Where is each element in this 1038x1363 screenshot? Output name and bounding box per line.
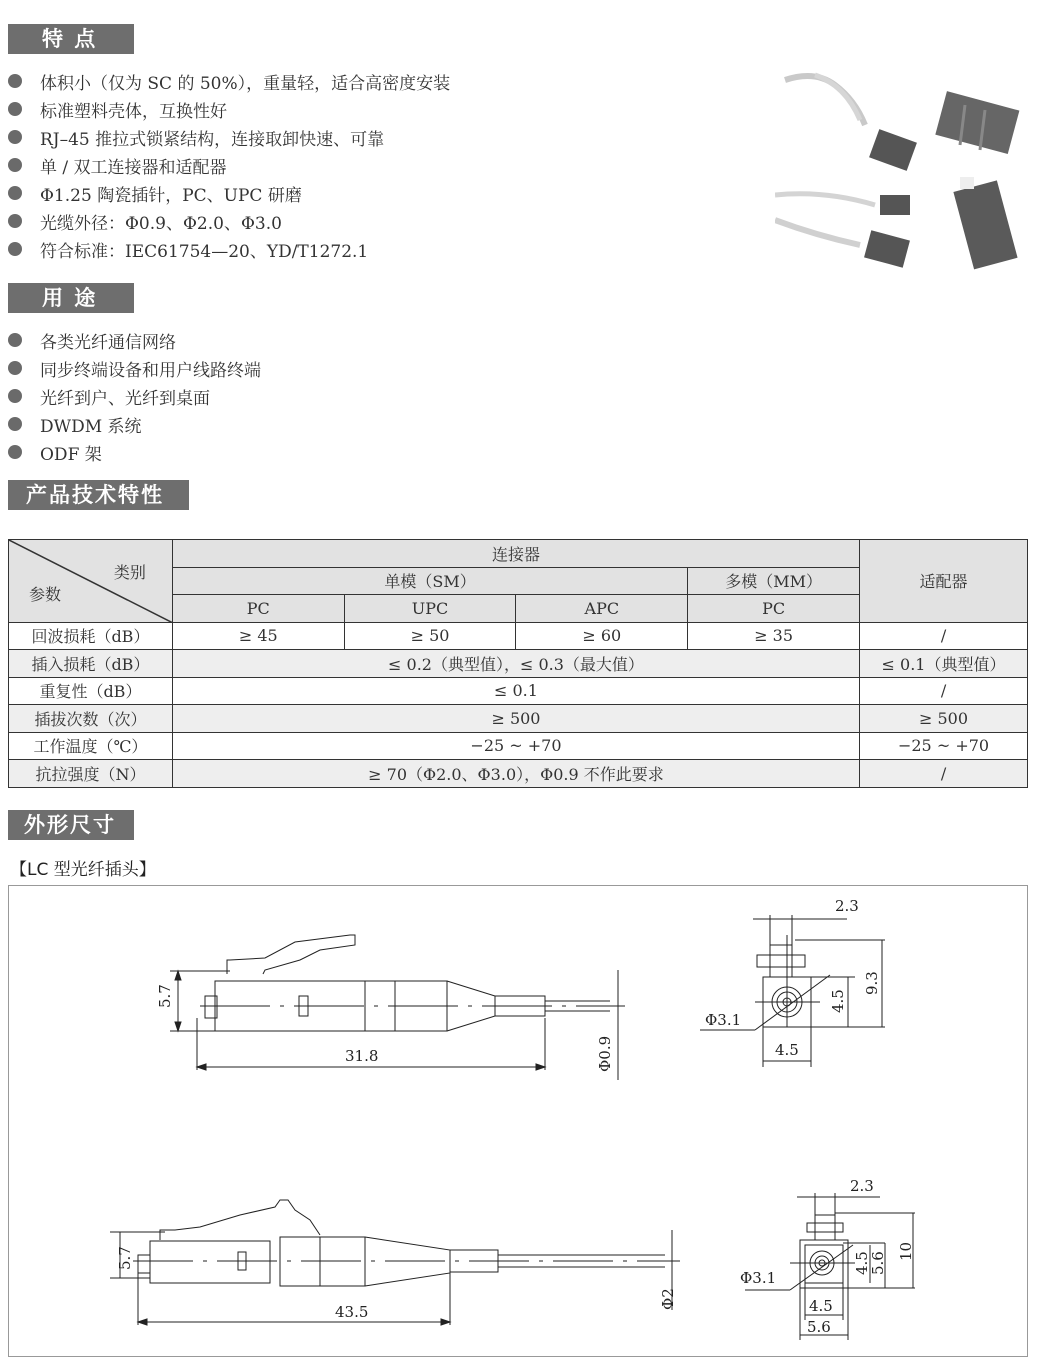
table-row: 重复性（dB） ≤ 0.1 / [9, 677, 1028, 705]
header-apc: APC [516, 595, 688, 623]
front-view-drawing-2 [735, 1175, 925, 1350]
bullet-icon [8, 445, 22, 459]
dim-ferrule-1: Φ3.1 [705, 1011, 742, 1029]
dim-body-height-1: 4.5 [829, 989, 847, 1013]
header-multi-mode: 多模（MM） [688, 567, 860, 595]
list-item: ODF 架 [8, 438, 261, 466]
list-item: 各类光纤通信网络 [8, 326, 261, 354]
applications-list [8, 326, 261, 466]
dim-inner-width-2: 4.5 [809, 1297, 833, 1315]
list-item: 体积小（仅为 SC 的 50%），重量轻，适合高密度安装 [8, 67, 450, 95]
dim-body-height-2: 5.6 [869, 1251, 887, 1275]
dim-top-width-1: 2.3 [835, 897, 859, 915]
bullet-icon [8, 130, 22, 144]
side-view-drawing-1 [140, 930, 640, 1090]
header-mm-pc: PC [688, 595, 860, 623]
bullet-icon [8, 158, 22, 172]
table-row: 抗拉强度（N） ≥ 70（Φ2.0、Φ3.0），Φ0.9 不作此要求 / [9, 760, 1028, 788]
dim-total-height-1: 9.3 [863, 971, 881, 995]
dim-ferrule-2: Φ3.1 [740, 1269, 777, 1287]
dim-cable-1: Φ0.9 [596, 1035, 614, 1072]
dim-top-width-2: 2.3 [850, 1177, 874, 1195]
table-row: 回波损耗（dB） ≥ 45 ≥ 50 ≥ 60 ≥ 35 / [9, 622, 1028, 650]
header-single-mode: 单模（SM） [172, 567, 687, 595]
front-view-drawing-1 [695, 895, 895, 1075]
header-upc: UPC [344, 595, 516, 623]
list-item: DWDM 系统 [8, 410, 261, 438]
list-item: 符合标准：IEC61754—20、YD/T1272.1 [8, 235, 450, 263]
bullet-icon [8, 333, 22, 347]
list-item: 光纤到户、光纤到桌面 [8, 382, 261, 410]
list-item: Φ1.25 陶瓷插针，PC、UPC 研磨 [8, 179, 450, 207]
features-list [8, 67, 450, 263]
bullet-icon [8, 389, 22, 403]
header-adapter: 适配器 [860, 540, 1028, 623]
section-header-applications: 用 途 [8, 283, 134, 313]
table-row: 插入损耗（dB） ≤ 0.2（典型值），≤ 0.3（最大值） ≤ 0.1（典型值） [9, 650, 1028, 678]
bullet-icon [8, 361, 22, 375]
bullet-icon [8, 417, 22, 431]
header-connector: 连接器 [172, 540, 859, 568]
dim-total-height-2: 10 [897, 1241, 915, 1261]
section-header-specs: 产品技术特性 [8, 480, 189, 510]
bullet-icon [8, 214, 22, 228]
section-header-dimensions: 外形尺寸 [8, 810, 134, 840]
table-row: 工作温度（℃） −25 ~ +70 −25 ~ +70 [9, 732, 1028, 760]
list-item: RJ–45 推拉式锁紧结构，连接取卸快速、可靠 [8, 123, 450, 151]
section-header-features: 特 点 [8, 24, 134, 54]
list-item: 标准塑料壳体，互换性好 [8, 95, 450, 123]
dim-length-2: 43.5 [335, 1303, 369, 1321]
list-item: 光缆外径：Φ0.9、Φ2.0、Φ3.0 [8, 207, 450, 235]
spec-table [8, 539, 1028, 788]
dim-body-width-1: 4.5 [775, 1041, 799, 1059]
product-photo [775, 65, 1030, 280]
list-item: 单 / 双工连接器和适配器 [8, 151, 450, 179]
dim-height-2: 5.7 [116, 1246, 134, 1270]
bullet-icon [8, 186, 22, 200]
dim-height-1: 5.7 [156, 984, 174, 1008]
table-row: 插拔次数（次） ≥ 500 ≥ 500 [9, 705, 1028, 733]
bullet-icon [8, 102, 22, 116]
dim-cable-2: Φ2 [659, 1288, 677, 1310]
corner-cell: 类别 参数 [9, 540, 173, 623]
bullet-icon [8, 242, 22, 256]
drawing-subtitle: 【LC 型光纤插头】 [10, 860, 156, 880]
dim-inner-height-2: 4.5 [853, 1251, 871, 1275]
list-item: 同步终端设备和用户线路终端 [8, 354, 261, 382]
dim-length-1: 31.8 [345, 1047, 379, 1065]
header-pc: PC [172, 595, 344, 623]
side-view-drawing-2 [105, 1195, 695, 1335]
dim-body-width-2: 5.6 [807, 1318, 831, 1336]
bullet-icon [8, 74, 22, 88]
